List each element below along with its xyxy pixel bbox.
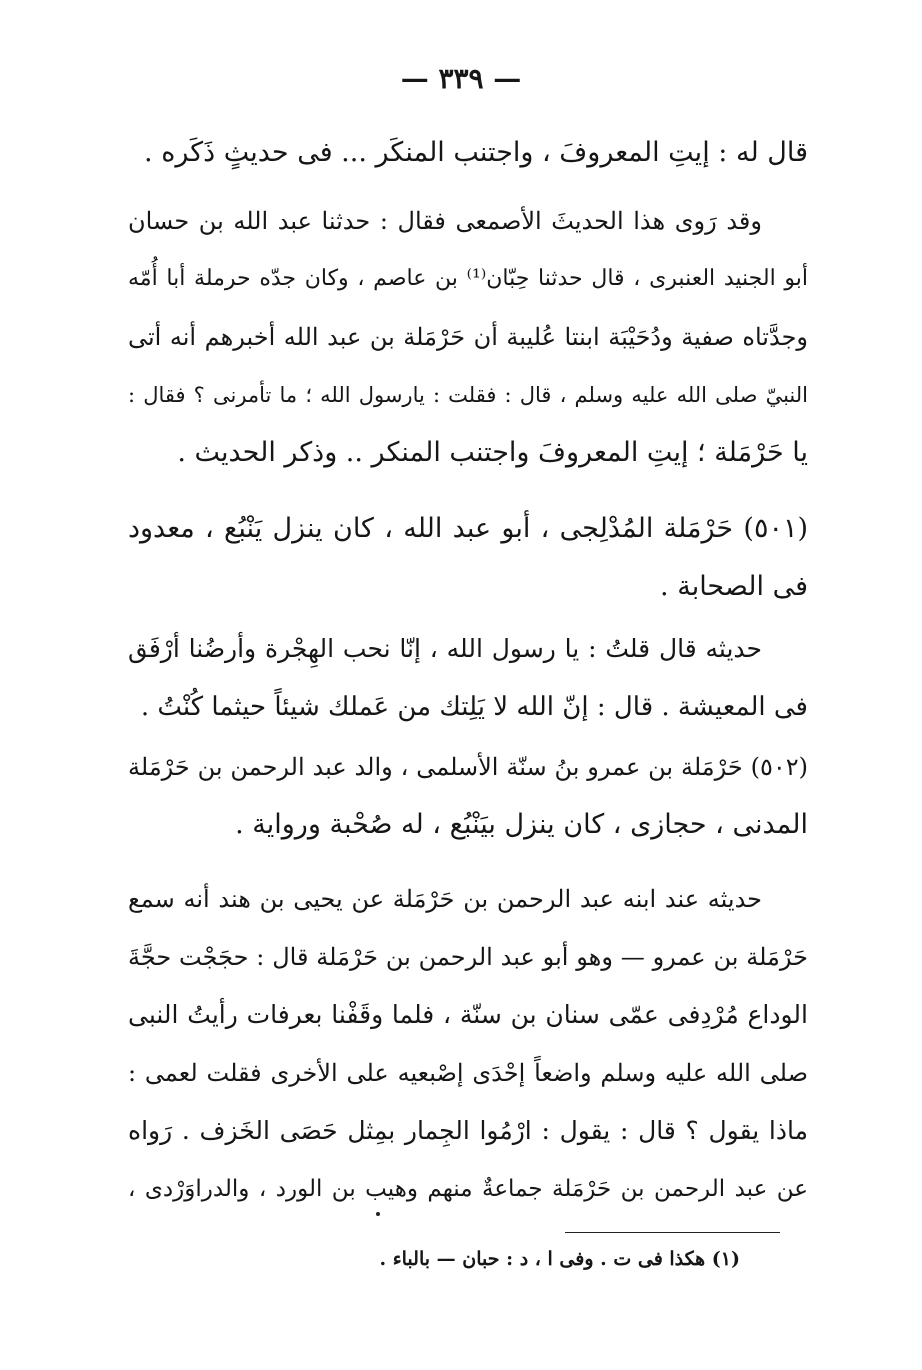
text-line: المدنى ، حجازى ، كان ينزل بيَنْبُع ، له صُحْبة ورواية . — [235, 809, 808, 840]
text-line: عن عبد الرحمن بن حَرْمَلة جماعةٌ منهم وهيب بن الورد ، والدراوَرْدى ، — [128, 1176, 808, 1202]
footnote: (١) هكذا فى ت . وفى ا ، د : حبان — بالباء . — [379, 1248, 740, 1270]
text-line: يا حَرْمَلة ؛ إيتِ المعروفَ واجتنب المنكر .. وذكر الحديث . — [177, 437, 808, 468]
entry-502 — [128, 738, 808, 854]
text-line: فى المعيشة . قال : إنّ الله لا يَلِتك من عَملك شيئاً حيثما كُنْتُ . — [140, 692, 808, 722]
text-line: صلى الله عليه وسلم واضعاً إحْدَى إصْبعيه على الأخرى فقلت لعمى : — [128, 1059, 808, 1087]
footnote-divider — [565, 1232, 780, 1233]
entry-502-hadith — [128, 870, 808, 1218]
text-line: وقد رَوى هذا الحديثَ الأصمعى فقال : حدثنا عبد الله بن حسان — [128, 207, 762, 235]
ink-speck — [376, 1212, 380, 1216]
text-line: (٥٠١) حَرْمَلة المُدْلِجى ، أبو عبد الله ، كان ينزل يَنْبُع ، معدود — [128, 513, 808, 544]
entry-501-hadith — [128, 620, 808, 736]
text-line: الوداع مُرْدِفى عمّى سنان بن سنّة ، فلما وقَفْنا بعرفات رأيتُ النبى — [128, 1000, 808, 1029]
text-line: (٥٠٢) حَرْمَلة بن عمرو بنُ سنّة الأسلمى ، والد عبد الرحمن بن حَرْمَلة — [128, 753, 808, 781]
paragraph-intro — [128, 124, 808, 182]
text-line: قال له : إيتِ المعروفَ ، واجتنب المنكَر ... فى حديثٍ ذَكَره . — [144, 137, 808, 168]
text-line: حَرْمَلة بن عمرو — وهو أبو عبد الرحمن بن حَرْمَلة قال : حجَجْت حجَّةَ — [128, 943, 808, 971]
text-line: النبيّ صلى الله عليه وسلم ، قال : فقلت : يارسول الله ؛ ما تأمرنى ؟ فقال : — [128, 383, 808, 407]
entry-501 — [128, 500, 808, 616]
paragraph-asmai-narration — [128, 192, 808, 482]
text-line: أبو الجنيد العنبرى ، قال حدثنا حِبّان⁽¹⁾ بن عاصم ، وكان جدّه حرملة أبا أُمّه — [128, 266, 808, 291]
page-number: — ٣٣٩ — — [400, 62, 522, 95]
text-line: حديثه قال قلتُ : يا رسول الله ، إنّا نحب الهِجْرة وأرضُنا أرْفَق — [128, 634, 762, 663]
text-line: ماذا يقول ؟ قال : يقول : ارْمُوا الجِمار بمِثل حَصَى الخَزف . رَواه — [128, 1116, 808, 1145]
text-line: حديثه عند ابنه عبد الرحمن بن حَرْمَلة عن يحيى بن هند أنه سمع — [128, 885, 762, 913]
text-line: وجدَّتاه صفية ودُحَيْبَة ابنتا عُليبة أن حَرْمَلة بن عبد الله أخبرهم أنه أتى — [128, 323, 808, 351]
text-line: فى الصحابة . — [660, 571, 808, 602]
